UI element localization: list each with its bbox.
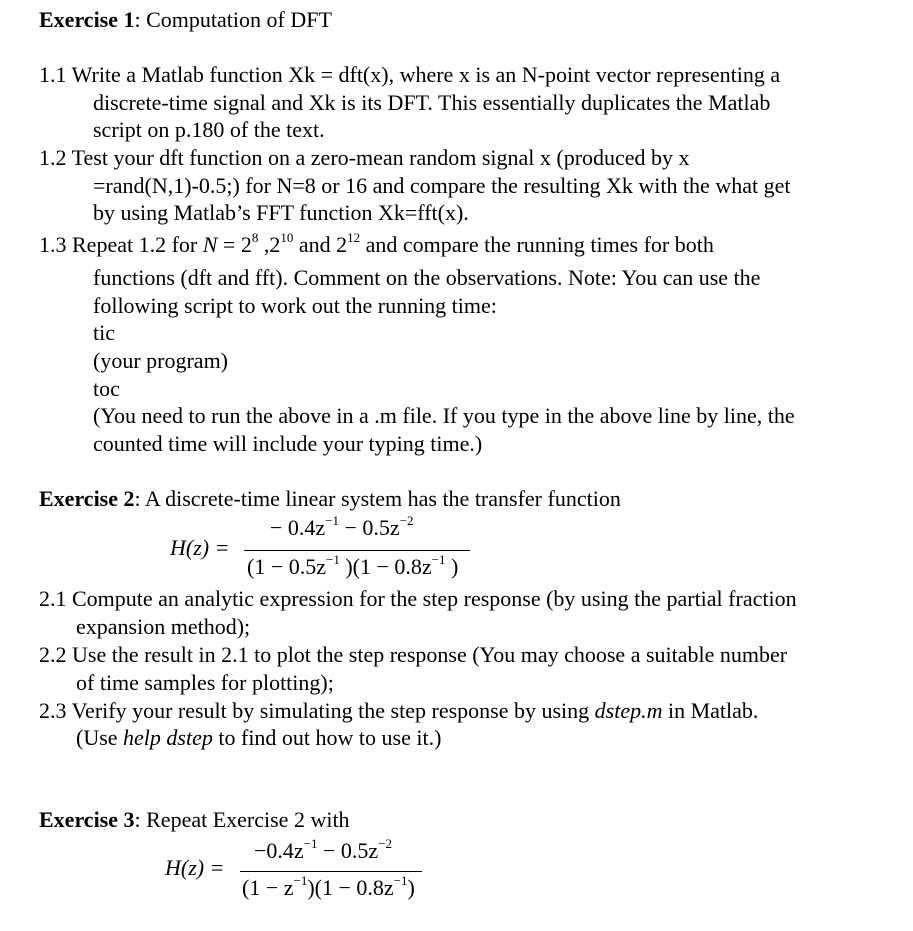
item-2-2-line-1: 2.2 Use the result in 2.1 to plot the step response (You may choose a suitable number (39, 642, 788, 667)
item-1-3-and: and 2 (293, 232, 348, 257)
formula-3-num-b: − 0.5z (317, 838, 379, 863)
formula-3-num-exp-1: −1 (303, 836, 318, 851)
formula-2-den-exp-1: −1 (326, 552, 340, 567)
item-1-1-line-1: 1.1 Write a Matlab function Xk = dft(x), where x is an N-point vector representing a (39, 62, 781, 87)
item-2-3-l2-pre: (Use (76, 725, 124, 750)
item-1-3-exp-2: 10 (280, 230, 294, 245)
formula-2-den-b: )(1 − 0.8z (339, 554, 432, 579)
item-1-3-line-7: (You need to run the above in a .m file. If you type in the above line by line, the (93, 403, 795, 428)
item-1-1-line-2: discrete-time signal and Xk is its DFT. This essentially duplicates the Matlab (93, 90, 771, 115)
formula-3-den-exp-2: −1 (393, 873, 408, 888)
item-1-3-line-3: following script to work out the running time: (93, 293, 497, 318)
item-2-3-line-1 (39, 698, 758, 724)
item-2-3-func: dstep.m (594, 698, 663, 723)
item-1-3-post: and compare the running times for both (360, 232, 714, 257)
item-1-2-line-3: by using Matlab’s FFT function Xk=fft(x). (93, 200, 469, 225)
item-1-3-N: N (202, 232, 218, 257)
item-1-3-comma: ,2 (258, 232, 281, 257)
formula-2-num-exp-1: −1 (325, 513, 340, 528)
formula-2-den-exp-2: −1 (431, 552, 446, 567)
formula-3-numerator (254, 838, 392, 864)
script-program: (your program) (93, 348, 229, 373)
item-1-3-eq: = 2 (217, 232, 252, 257)
formula-2-den-a: (1 − 0.5z (247, 554, 326, 579)
exercise-3-label: Exercise 3 (39, 807, 135, 832)
item-1-3-exp-3: 12 (347, 230, 361, 245)
exercise-2-heading (39, 486, 621, 512)
item-2-1-line-1: 2.1 Compute an analytic expression for the step response (by using the partial fraction (39, 586, 797, 611)
formula-2-num-a: − 0.4z (270, 515, 326, 540)
item-1-3-line-8: counted time will include your typing time.) (93, 431, 483, 456)
formula-3-num-exp-2: −2 (378, 836, 393, 851)
formula-3-den-c: ) (407, 875, 415, 900)
formula-3-den-a: (1 − z (242, 875, 294, 900)
formula-2-denominator (247, 554, 458, 580)
item-2-1-line-2: expansion method); (76, 614, 251, 639)
item-2-2-line-2: of time samples for plotting); (76, 670, 334, 695)
item-2-3-l2-post: to find out how to use it.) (212, 725, 442, 750)
formula-3-num-a: −0.4z (254, 838, 304, 863)
item-1-2-line-2: =rand(N,1)-0.5;) for N=8 or 16 and compare the resulting Xk with the what get (93, 173, 791, 198)
script-tic: tic (93, 320, 115, 345)
exercise-2-label: Exercise 2 (39, 486, 135, 511)
formula-2-numerator (270, 515, 414, 541)
formula-3-den-b: )(1 − 0.8z (307, 875, 394, 900)
item-2-3-post: in Matlab. (662, 698, 759, 723)
formula-2-num-b: − 0.5z (339, 515, 400, 540)
formula-3-lhs: H(z) = (165, 855, 225, 880)
exercise-3-title: : Repeat Exercise 2 with (134, 807, 350, 832)
item-1-3-line-2: functions (dft and fft). Comment on the observations. Note: You can use the (93, 265, 761, 290)
item-1-2-line-1: 1.2 Test your dft function on a zero-mean random signal x (produced by x (39, 145, 690, 170)
item-2-3-l2-func: help dstep (123, 725, 213, 750)
exercise-3-heading (39, 807, 350, 833)
item-1-3-pre: 1.3 Repeat 1.2 for (39, 232, 203, 257)
item-2-3-line-2 (76, 725, 441, 751)
exercise-1-title: : Computation of DFT (134, 7, 332, 32)
exercise-1-heading (39, 7, 332, 33)
item-2-3-pre: 2.3 Verify your result by simulating the step response by using (39, 698, 595, 723)
item-1-3-line-1 (39, 232, 714, 261)
exercise-1-label: Exercise 1 (39, 7, 135, 32)
exercise-2-title: : A discrete-time linear system has the transfer function (134, 486, 621, 511)
item-1-1-line-3: script on p.180 of the text. (93, 117, 325, 142)
formula-2-num-exp-2: −2 (399, 513, 414, 528)
formula-2-den-c: ) (445, 554, 459, 579)
formula-2-lhs: H(z) = (170, 535, 230, 560)
item-1-3-exp-1: 8 (251, 230, 259, 245)
script-toc: toc (93, 376, 120, 401)
formula-3-den-exp-1: −1 (293, 873, 308, 888)
formula-3-denominator (242, 875, 415, 901)
